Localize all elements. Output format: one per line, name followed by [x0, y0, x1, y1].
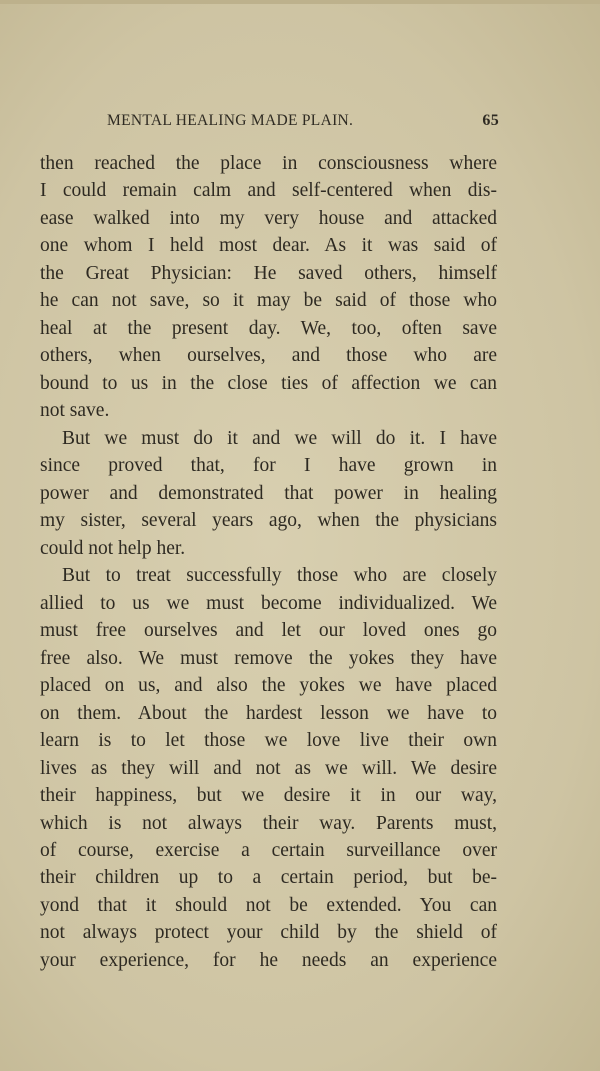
text-line: the Great Physician: He saved others, himself [40, 262, 497, 284]
text-line: since proved that, for I have grown in [40, 455, 497, 477]
page-edge [0, 0, 600, 4]
text-line: ease walked into my very house and attacked [40, 207, 497, 229]
text-line: of course, exercise a certain surveillance over [40, 840, 497, 861]
text-line: yond that it should not be extended. You can [40, 894, 497, 916]
text-line: allied to us we must become individualized. We [40, 592, 497, 614]
running-title: MENTAL HEALING MADE PLAIN. [107, 112, 354, 129]
text-line: must free ourselves and let our loved ones go [40, 620, 497, 642]
text-line: But we must do it and we will do it. I have [62, 427, 497, 449]
text-line: on them. About the hardest lesson we have to [40, 702, 497, 724]
text-line: could not help her. [40, 537, 186, 559]
text-line: lives as they will and not as we will. We desire [40, 757, 497, 779]
text-line: bound to us in the close ties of affection we can [40, 372, 497, 394]
text-line: I could remain calm and self-centered when dis- [40, 180, 497, 202]
text-line: heal at the present day. We, too, often save [40, 317, 497, 339]
text-line: others, when ourselves, and those who are [40, 345, 497, 367]
text-line: one whom I held most dear. As it was said of [40, 235, 497, 257]
page-number: 65 [482, 112, 499, 129]
text-line: not save. [40, 400, 110, 422]
text-line: free also. We must remove the yokes they have [40, 647, 497, 669]
text-line: he can not save, so it may be said of those who [40, 290, 497, 312]
text-line: which is not always their way. Parents must, [40, 812, 497, 834]
text-line: not always protect your child by the shield of [40, 922, 497, 944]
text-line: power and demonstrated that power in healing [40, 482, 497, 504]
text-line: learn is to let those we love live their own [40, 730, 497, 752]
text-line: my sister, several years ago, when the physicians [40, 510, 497, 532]
text-line: then reached the place in consciousness where [40, 153, 497, 174]
running-header [107, 112, 499, 134]
text-line: But to treat successfully those who are closely [62, 565, 497, 587]
text-line: your experience, for he needs an experience [40, 949, 497, 971]
text-line: their happiness, but we desire it in our way, [40, 785, 497, 807]
text-line: their children up to a certain period, but be- [40, 867, 497, 889]
text-line: placed on us, and also the yokes we have placed [40, 675, 497, 697]
